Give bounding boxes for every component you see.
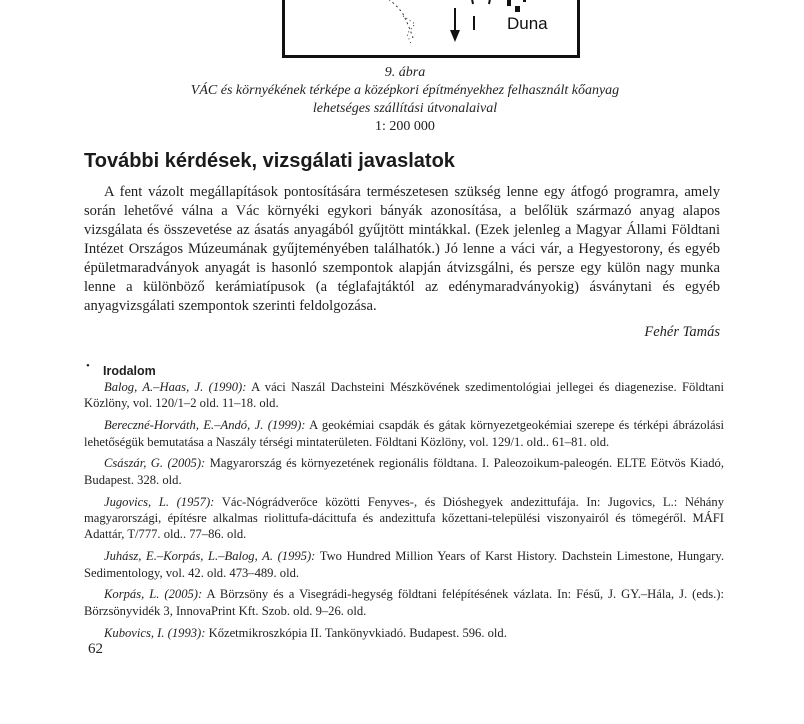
map-tick (473, 16, 475, 30)
route-line-secondary (403, 16, 415, 44)
reference-text: Vác-Nógrádverőce közötti Fenyves-, és Dióshegyek andezittufája. In: Jugovics, L.: Néhány magyarországi, építésre alkalmas riolittufa-dácittufa és andezittufa kőzettani-települési viszonyairól és tömegéről. MÁFI Adattár, T/777. old.. 77–86. old. (84, 494, 724, 542)
reference-item (84, 494, 724, 543)
section-paragraph: A fent vázolt megállapítások pontosítására természetesen szükség lenne egy átfogó programra, amely során lehetővé válna a Vác környéki egykori bányák azonosítása, a belőlük származó anyag alapos vizsgálata és összevetése az ásatás anyagából gyűjtött mintákkal. (Ezek jelenleg a Magyar Állami Földtani Intézet Országos Múzeumának gyűjteményében találhatók.) Jó lenne a váci vár, a Hegyestorony, és egyéb épületmaradványok anyagát is hasonló szempontok alapján átvizsgálni, és persze egy külön nagy munka lenne a különböző kerámiatípusok (a téglafajtáktól az edénymaradványokig) ásványtani és egyéb anyagvizsgálati szempontok szerinti feldolgozása. (84, 184, 720, 314)
reference-authors: Juhász, E.–Korpás, L.–Balog, A. (1995): (104, 549, 316, 564)
figure-scale: 1: 200 000 (375, 119, 435, 134)
reference-list (84, 379, 724, 646)
reference-authors: Császár, G. (2005): (104, 456, 206, 471)
map-label-duna: Duna (507, 14, 548, 33)
reference-text: Magyarország és környezetének regionális földtana. I. Paleozoikum-paleogén. ELTE Eötvös Kiadó, Budapest. 328. old. (84, 456, 724, 487)
figure-caption (120, 64, 690, 136)
map-mark (507, 0, 511, 6)
reference-item (84, 417, 724, 450)
reference-authors: Korpás, L. (2005): (104, 587, 203, 602)
references-bullet: • (86, 360, 90, 372)
reference-text: A váci Naszál Dachsteini Mészkövének szedimentológiai jellegei és diagenezise. Földtani Közlöny, vol. 120/1–2 old. 11–18. old. (84, 380, 724, 411)
author-signature: Fehér Tamás (644, 324, 720, 340)
river-arrow-icon (450, 30, 460, 42)
map-mark (471, 0, 473, 4)
reference-item (84, 379, 724, 412)
reference-authors: Bereczné-Horváth, E.–Andó, J. (1999): (104, 418, 306, 433)
reference-item (84, 455, 724, 488)
reference-item (84, 625, 724, 641)
reference-item (84, 586, 724, 619)
map-mark (523, 0, 526, 2)
map-mark (489, 0, 491, 4)
map-mark (515, 6, 520, 12)
map-figure (282, 0, 580, 58)
figure-caption-line-1: VÁC és környékének térképe a középkori építményekhez felhasznált kőanyag (190, 83, 620, 98)
reference-authors: Balog, A.–Haas, J. (1990): (104, 380, 247, 394)
page-number: 62 (88, 641, 103, 657)
route-line (380, 0, 413, 38)
reference-text: Two Hundred Million Years of Karst History. Dachstein Limestone, Hungary. Sedimentology, vol. 42. old. 473–489. old. (84, 549, 725, 580)
references-title: Irodalom (103, 364, 156, 378)
reference-item (84, 548, 724, 581)
figure-caption-line-2: lehetséges szállítási útvonalaival (312, 101, 498, 116)
reference-authors: Kubovics, I. (1993): (104, 625, 206, 640)
reference-text: A geokémiai csapdák és gátak környezetgeokémiai szerepe és térképi ábrázolási lehetőségük bemutatása a Naszály térségi mintaterületen. Földtani Közlöny, vol. 129/1. old.. 61–81. old. (84, 418, 724, 449)
reference-text: A Börzsöny és a Visegrádi-hegység földtani felépítésének vázlata. In: Fésű, J. GY.–Hála, J. (eds.): Börzsönyvidék 3, InnovaPrint Kft. Szob. old. 9–26. old. (84, 587, 724, 618)
figure-number: 9. ábra (384, 65, 426, 80)
reference-authors: Jugovics, L. (1957): (104, 494, 215, 509)
reference-text: Kőzetmikroszkópia II. Tankönyvkiadó. Budapest. 596. old. (208, 625, 507, 640)
section-title: További kérdések, vizsgálati javaslatok (84, 150, 455, 172)
